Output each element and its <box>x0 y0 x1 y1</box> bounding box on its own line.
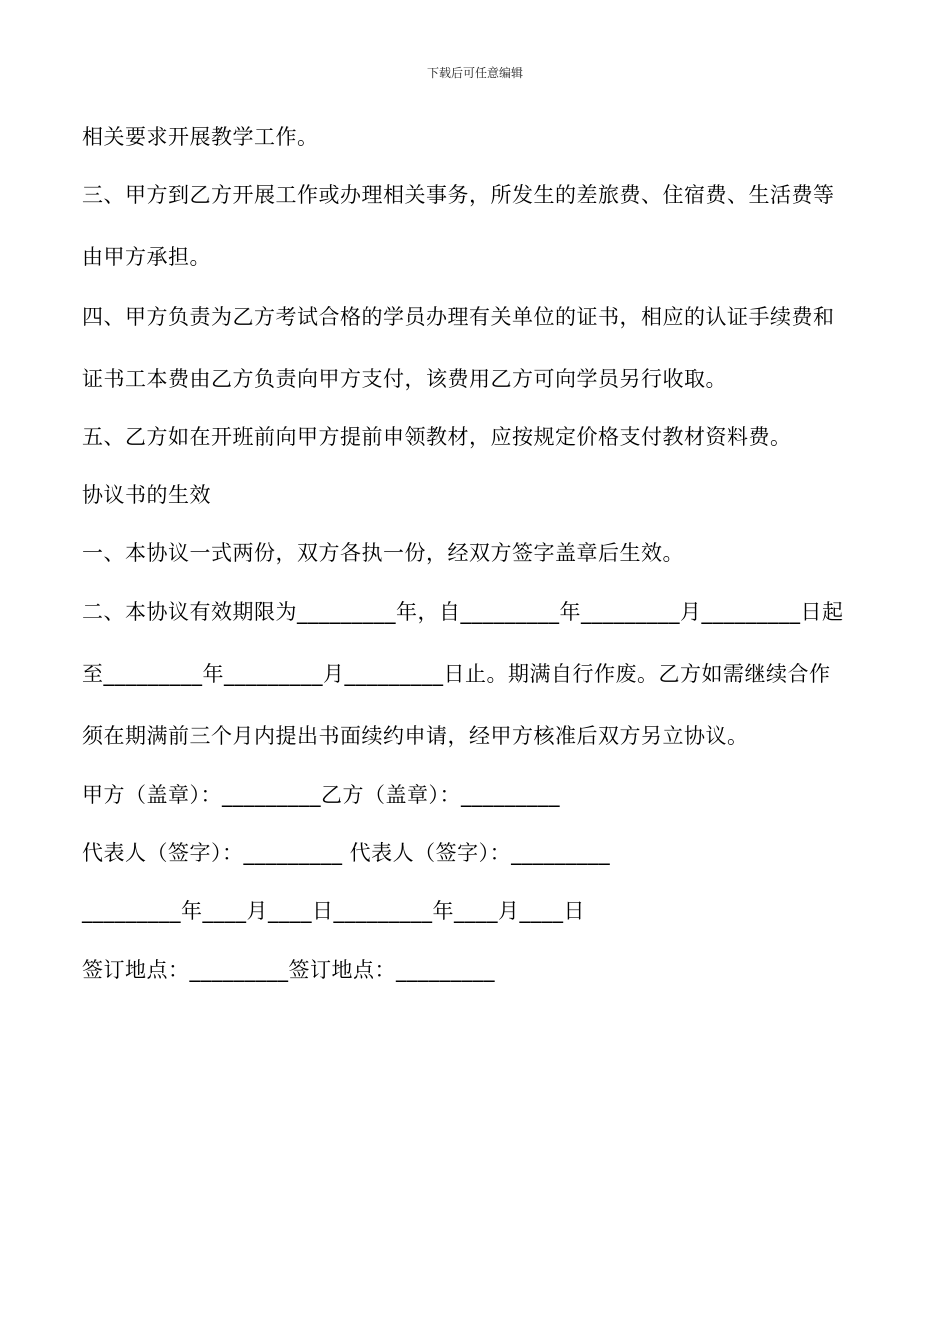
seal-line: 甲方（盖章）：_________乙方（盖章）：_________ <box>82 783 560 807</box>
representative-signature-line: 代表人（签字）：_________ 代表人（签字）：_________ <box>82 841 611 865</box>
signing-place-line: 签订地点：_________签订地点：_________ <box>82 958 495 982</box>
page-header: 下载后可任意编辑 <box>426 66 523 80</box>
effect-clause-two-line-1: 二、本协议有效期限为_________年，自_________年_________月_________日起 <box>82 600 844 624</box>
clause-three-line-1: 三、甲方到乙方开展工作或办理相关事务，所发生的差旅费、住宿费、生活费等 <box>82 183 835 207</box>
section-heading-effectiveness: 协议书的生效 <box>82 483 211 507</box>
effect-clause-one: 一、本协议一式两份，双方各执一份，经双方签字盖章后生效。 <box>82 541 684 565</box>
effect-clause-two-line-2: 至_________年_________月_________日止。期满自行作废。乙方如需继续合作 <box>82 662 831 686</box>
effect-clause-two-line-3: 须在期满前三个月内提出书面续约申请，经甲方核准后双方另立协议。 <box>82 724 749 748</box>
clause-five-line: 五、乙方如在开班前向甲方提前申领教材，应按规定价格支付教材资料费。 <box>82 425 792 449</box>
clause-three-line-2: 由甲方承担。 <box>82 245 211 269</box>
clause-four-line-2: 证书工本费由乙方负责向甲方支付，该费用乙方可向学员另行收取。 <box>82 367 727 391</box>
clause-four-line-1: 四、甲方负责为乙方考试合格的学员办理有关单位的证书，相应的认证手续费和 <box>82 305 835 329</box>
date-line: _________年____月____日_________年____月____日 <box>82 899 585 923</box>
text-line-continuation: 相关要求开展教学工作。 <box>82 125 319 149</box>
